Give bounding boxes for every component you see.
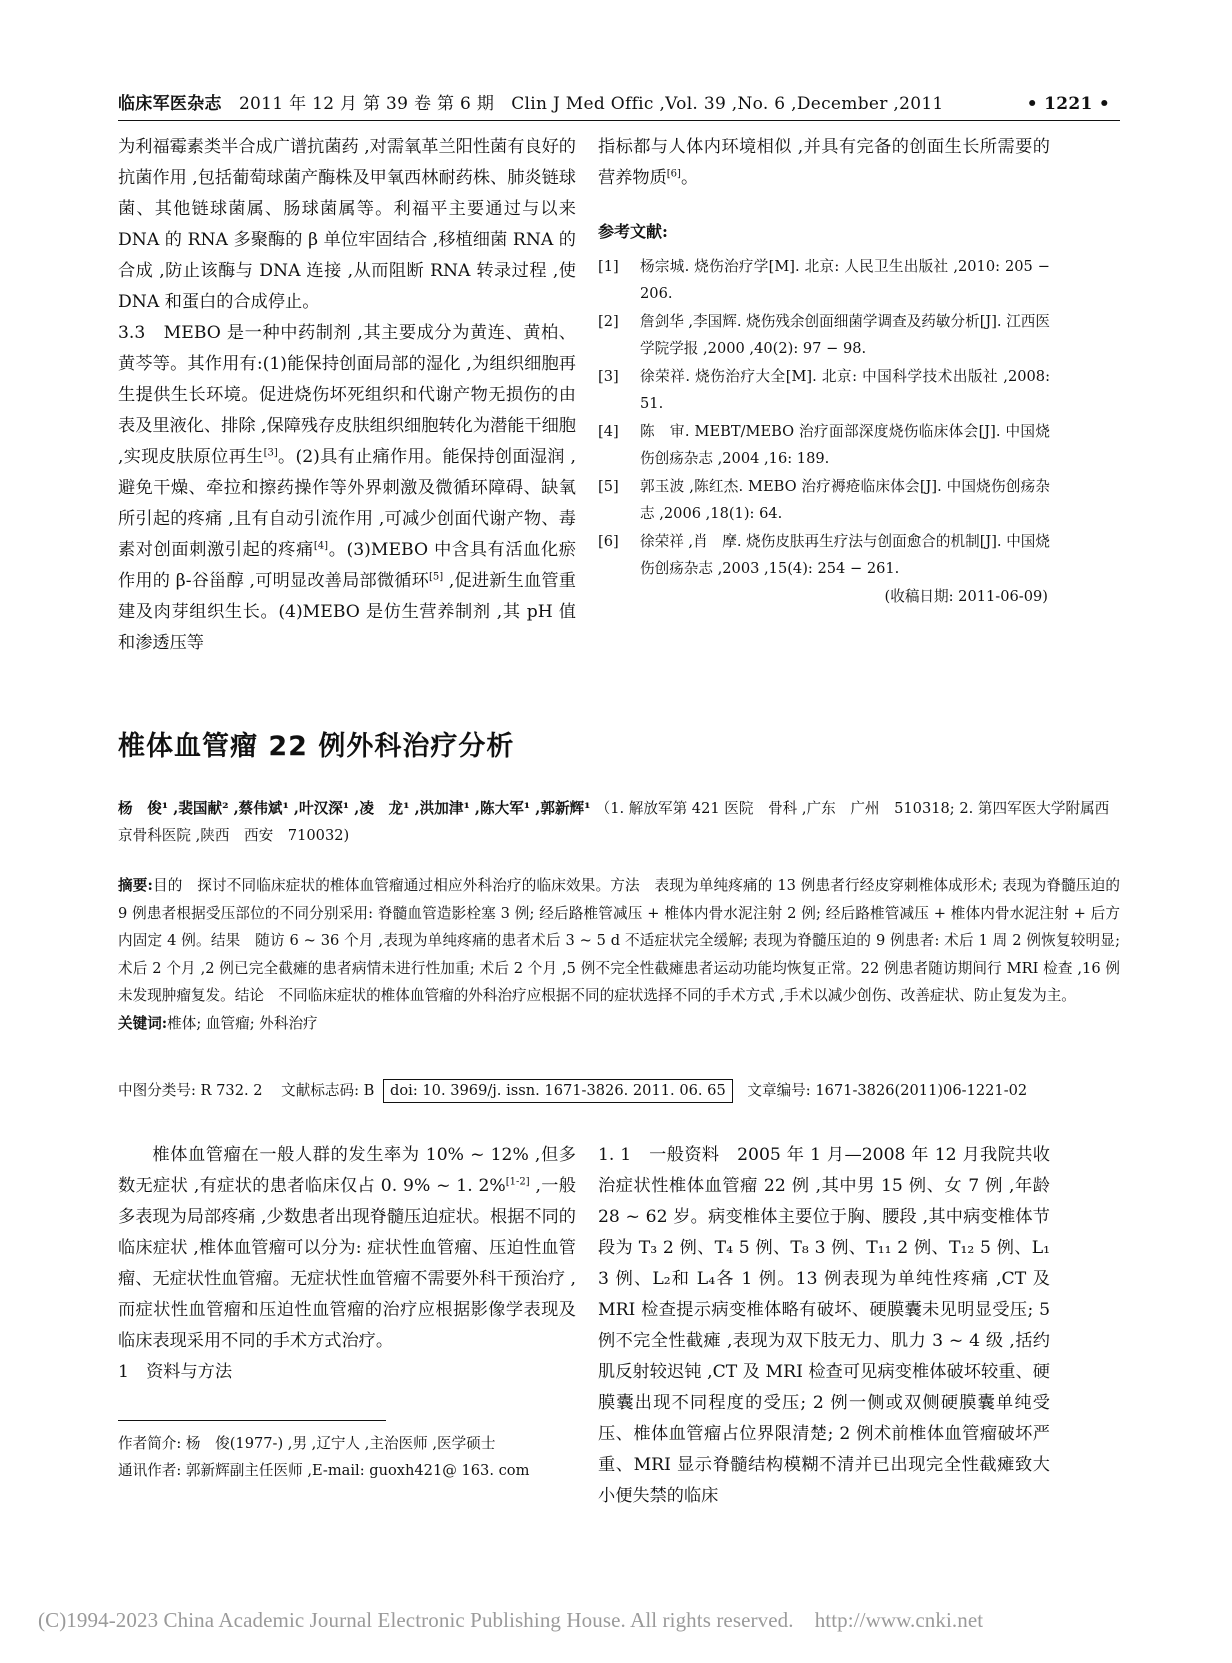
reference-text: 徐荣祥 ,肖 摩. 烧伤皮肤再生疗法与创面愈合的机制[J]. 中国烧伤创疡杂志 ,2003 ,15(4): 254 − 261.: [640, 533, 1050, 577]
reference-item: [598, 253, 1050, 307]
journal-name: 临床军医杂志: [118, 94, 222, 114]
reference-item: [598, 473, 1050, 527]
citation[interactable]: [3]: [263, 447, 278, 459]
prev-text: 。(2)具有止痛作用。能保持创面湿润 ,避免干燥、牵拉和擦药操作等外界刺激及微循环障碍、缺氧所引起的疼痛 ,且有自动引流作用 ,可减少创面代谢产物、毒素对创面刺激引起的疼痛: [118, 447, 576, 560]
copyright-notice: (C)1994-2023 China Academic Journal Electronic Publishing House. All rights reserved. http://www.cnki.net: [38, 1608, 984, 1632]
prev-text: 指标都与人体内环境相似 ,并具有完备的创面生长所需要的营养物质: [598, 137, 1050, 188]
citation[interactable]: [4]: [313, 540, 329, 552]
doi-link[interactable]: doi: 10. 3969/j. issn. 1671-3826. 2011. 06. 65: [383, 1079, 733, 1103]
citation[interactable]: [1-2]: [505, 1176, 530, 1188]
intro-text: 椎体血管瘤在一般人群的发生率为 10% ~ 12% ,但多数无症状 ,有症状的患者临床仅占 0. 9% ~ 1. 2%: [118, 1145, 576, 1196]
prev-paragraph-right: [598, 132, 1050, 194]
keywords-text: 椎体; 血管瘤; 外科治疗: [167, 1014, 318, 1032]
article-title: 椎体血管瘤 22 例外科治疗分析: [118, 731, 515, 762]
footnote-block: [118, 1430, 638, 1484]
abstract: [118, 872, 1120, 1010]
abstract-text: 目的 探讨不同临床症状的椎体血管瘤通过相应外科治疗的临床效果。方法 表现为单纯疼痛的 13 例患者行经皮穿刺椎体成形术; 表现为脊髓压迫的 9 例患者根据受压部位的不同分别采用: 脊髓血管造影栓塞 3 例; 经后路椎管减压 + 椎体内骨水泥注射 2 例; 经后路椎管减压 + 椎体内骨水泥注射 + 后方内固定 4 例。结果 随访 6 ~ 36 个月 ,表现为单纯疼痛的患者术后 3 ~ 5 d 不适症状完全缓解; 表现为脊髓压迫的 9 例患者: 术后 1 周 2 例恢复较明显; 术后 2 个月 ,2 例已完全截瘫的患者病情未进行性加重; 术后 2 个月 ,5 例不完全性截瘫患者运动功能均恢复正常。22 例患者随访期间行 MRI 检查 ,16 例未发现肿瘤复发。结论 不同临床症状的椎体血管瘤的外科治疗应根据不同的症状选择不同的手术方式 ,手术以减少创伤、改善症状、防止复发为主。: [118, 877, 1120, 1004]
reference-text: 郭玉波 ,陈红杰. MEBO 治疗褥疮临床体会[J]. 中国烧伤创疡杂志 ,2006 ,18(1): 64.: [640, 478, 1050, 522]
reference-text: 詹剑华 ,李国辉. 烧伤残余创面细菌学调查及药敏分析[J]. 江西医学院学报 ,2000 ,40(2): 97 − 98.: [640, 313, 1050, 357]
article-number: 文章编号: 1671-3826(2011)06-1221-02: [747, 1082, 1028, 1099]
reference-item: [598, 528, 1050, 582]
prev-paragraph-2: [118, 318, 576, 659]
classification-line: [118, 1077, 1120, 1104]
reference-text: 徐荣祥. 烧伤治疗大全[M]. 北京: 中国科学技术出版社 ,2008: 51.: [640, 368, 1050, 412]
prev-paragraph-1: 为利福霉素类半合成广谱抗菌药 ,对需氧革兰阳性菌有良好的抗菌作用 ,包括葡萄球菌产酶株及甲氧西林耐药株、肺炎链球菌、其他链球菌属、肠球菌属等。利福平主要通过与以来 DNA 的 RNA 多聚酶的 β 单位牢固结合 ,移植细菌 RNA 的合成 ,防止该酶与 DNA 连接 ,从而阻断 RNA 转录过程 ,使 DNA 和蛋白的合成停止。: [118, 137, 576, 312]
reference-item: [598, 363, 1050, 417]
abstract-block: [118, 872, 1120, 1037]
author-intro: 作者简介: 杨 俊(1977-) ,男 ,辽宁人 ,主治医师 ,医学硕士: [118, 1435, 496, 1452]
received-date: (收稿日期: 2011-06-09): [884, 588, 1048, 605]
body-right-column: [598, 1140, 1050, 1512]
reference-number: [5]: [598, 478, 619, 495]
reference-text: 陈 审. MEBT/MEBO 治疗面部深度烧伤临床体会[J]. 中国烧伤创疡杂志 ,2004 ,16: 189.: [640, 423, 1050, 467]
body-text: 各 1 例。13 例表现为单纯性疼痛 ,CT 及 MRI 检查提示病变椎体略有破坏、硬膜囊未见明显受压; 5 例不完全性截瘫 ,表现为双下肢无力、肌力 3 ~ 4 级 ,括约肌反射较迟钝 ,CT 及 MRI 检查可见病变椎体破坏较重、硬膜囊出现不同程度的受压; 2 例一侧或双侧硬膜囊单纯受压、椎体血管瘤占位界限清楚; 2 例术前椎体血管瘤破坏严重、MRI 显示脊髓结构模糊不清并已出现完全性截瘫致大小便失禁的临床: [598, 1269, 1050, 1506]
body-text: 1. 1 一般资料 2005 年 1 月—2008 年 12 月我院共收治症状性椎体血管瘤 22 例 ,其中男 15 例、女 7 例 ,年龄 28 ~ 62 岁。病变椎体主要位于胸、腰段 ,其中病变椎体节段为: [598, 1145, 1050, 1258]
prev-article-right-column: [598, 132, 1050, 610]
intro-text: ,一般多表现为局部疼痛 ,少数患者出现脊髓压迫症状。根据不同的临床症状 ,椎体血管瘤可以分为: 症状性血管瘤、压迫性血管瘤、无症状性血管瘤。无症状性血管瘤不需要外科干预治疗 ,而症状性血管瘤和压迫性血管瘤的治疗应根据影像学表现及临床表现采用不同的手术方式治疗。: [118, 1176, 576, 1351]
page-number: • 1221 •: [1026, 94, 1110, 114]
general-data-paragraph: [598, 1140, 1050, 1512]
vertebrae-list: T₃ 2 例、T₄ 5 例、T₈ 3 例、T₁₁ 2 例、T₁₂ 5 例、L₁ 3 例、L₂和 L₄: [598, 1238, 1051, 1289]
keywords-label: 关键词:: [118, 1014, 168, 1032]
issue-cn: 2011 年 12 月 第 39 卷 第 6 期: [238, 94, 495, 114]
reference-list: [598, 253, 1050, 582]
citation[interactable]: [6]: [666, 168, 681, 180]
body-left-column: [118, 1140, 576, 1388]
section-heading: 1 资料与方法: [118, 1362, 233, 1382]
issue-en: Clin J Med Offic ,Vol. 39 ,No. 6 ,December ,2011: [511, 94, 944, 114]
reference-item: [598, 418, 1050, 472]
reference-number: [1]: [598, 258, 619, 275]
prev-text: ,促进新生血管重建及肉芽组织生长。(4)MEBO 是仿生营养制剂 ,其 pH 值和渗透压等: [118, 571, 576, 653]
abstract-label: 摘要:: [118, 877, 153, 894]
running-header: [118, 88, 1120, 121]
keywords: [118, 1010, 1120, 1038]
prev-article-left-column: [118, 132, 576, 659]
document-code: 文献标志码: B: [281, 1082, 375, 1099]
prev-text: 。(3)MEBO 中含具有活血化瘀作用的 β-谷甾醇 ,可明显改善局部微循环: [118, 540, 576, 591]
author-list: 杨 俊¹ ,裴国献² ,蔡伟斌¹ ,叶汉深¹ ,凌 龙¹ ,洪加津¹ ,陈大军¹ ,郭新辉¹: [118, 800, 591, 817]
prev-text: 3.3 MEBO 是一种中药制剂 ,其主要成分为黄连、黄柏、黄芩等。其作用有:(1)能保持创面局部的湿化 ,为组织细胞再生提供生长环境。促进烧伤坏死组织和代谢产物无损伤的由表及里液化、排除 ,保障残存皮肤组织细胞转化为潜能干细胞 ,实现皮肤原位再生: [118, 323, 576, 467]
intro-paragraph: [118, 1140, 576, 1357]
reference-text: 杨宗城. 烧伤治疗学[M]. 北京: 人民卫生出版社 ,2010: 205 − 206.: [640, 258, 1050, 302]
reference-number: [6]: [598, 533, 619, 550]
author-block: [118, 795, 1120, 849]
clc-number: 中图分类号: R 732. 2: [118, 1082, 263, 1099]
footnote-rule: [118, 1420, 386, 1421]
citation[interactable]: [5]: [429, 571, 444, 583]
affiliation: （1. 解放军第 421 医院 骨科 ,广东 广州 510318; 2. 第四军医大学附属西京骨科医院 ,陕西 西安 710032): [118, 800, 1110, 844]
prev-text: 。: [680, 168, 699, 188]
corresponding-author: 通讯作者: 郭新辉副主任医师 ,E-mail: guoxh421@ 163. com: [118, 1462, 530, 1479]
reference-number: [3]: [598, 368, 619, 385]
reference-number: [2]: [598, 313, 619, 330]
reference-item: [598, 308, 1050, 362]
references-title: 参考文献:: [598, 222, 668, 241]
reference-number: [4]: [598, 423, 619, 440]
